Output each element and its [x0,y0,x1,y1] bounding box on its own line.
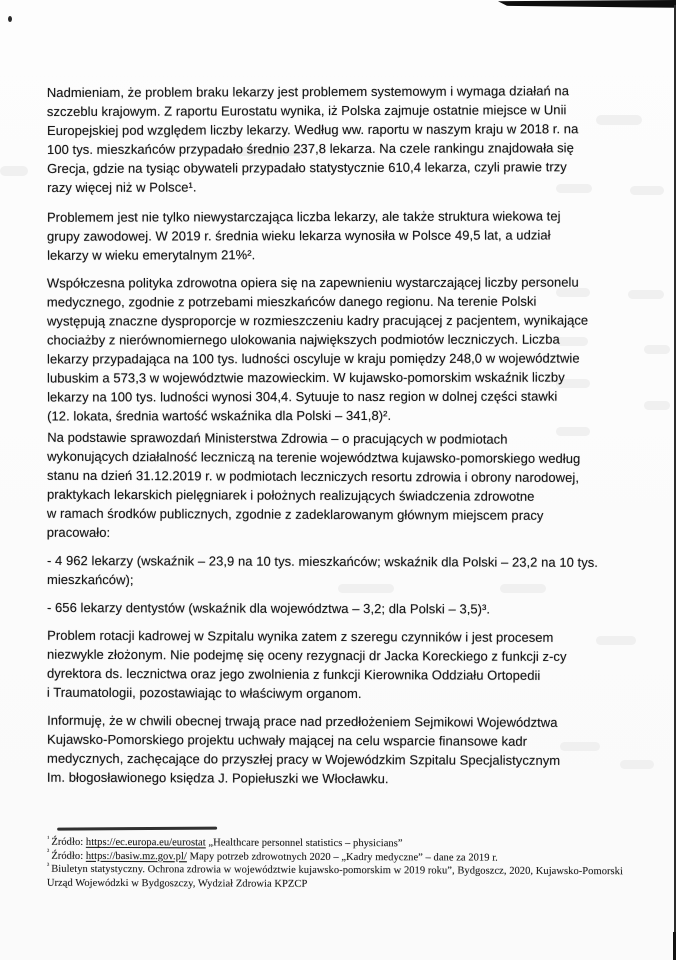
text-line: medycznego, zgodnie z potrzebami mieszkańców danego regionu. Na terenie Polski [46,293,537,310]
footnote-url: https://basiw.mz.gov.pl/ [85,850,187,862]
footnote-marker: ¹ [47,833,50,843]
text-line: - 4 962 lekarzy (wskaźnik – 23,9 na 10 tys. mieszkańców; wskaźnik dla Polski – 23,2 na 10 tys. [47,552,599,570]
footnote [46,860,643,893]
paragraphs-container [47,82,647,788]
text-line: wykonujących działalność leczniczą na terenie województwa kujawsko-pomorskiego według [47,448,581,467]
paragraph [47,206,647,265]
text-line: 100 tys. mieszkańców przypadało średnio 237,8 lekarza. Na czele rankingu znajdowała się [47,140,574,158]
text-line: Informuję, że w chwili obecnej trwają prace nad przedłożeniem Sejmikowi Województwa [47,712,558,730]
scan-artifact-top-edge [498,0,676,10]
text-line: Grecja, gdzie na tysiąc obywateli przypadało statystycznie 610,4 lekarza, czyli prawie trzy [47,159,567,177]
footnote-marker: ² [47,846,50,856]
text-line: Problemem jest nie tylko niewystarczająca liczba lekarzy, ale także struktura wiekowa tej [46,208,561,225]
scan-smudge [644,401,670,410]
paragraph [47,272,647,425]
scan-smudge [0,166,28,176]
text-line: pracowało: [46,524,111,540]
footnote-text: Źródło: [51,850,86,862]
text-line: mieszkańców); [46,571,134,588]
text-line: występują znaczne dysproporcje w rozmieszczeniu kadry pracującej z pacjentem, wynikające [46,312,589,329]
paragraph [47,711,647,790]
scan-smudge [644,345,670,354]
paragraph [47,428,647,545]
text-line: szczeblu krajowym. Z raportu Eurostatu wynika, iż Polska zajmuje ostatnie miejsce w Unii [46,102,567,120]
scan-artifact-dot [8,16,12,22]
text-line: dyrektora ds. lecznictwa oraz jego zwolnienia z funkcji Kierownika Oddziału Ortopedii [46,665,541,683]
text-line: (12. lokata, średnia wartość wskaźnika dla Polski – 341,8)². [47,407,392,424]
text-line: Kujawsko-Pomorskiego projektu uchwały mającej na celu wsparcie finansowe kadr [47,731,528,749]
text-line: medycznych, zachęcające do przyszłej pracy w Wojewódzkim Szpitalu Specjalistycznym [46,750,561,768]
paragraph [47,626,647,705]
footnote-text: „Healthcare personnel statistics – physicians” [205,837,403,850]
text-line: Nadmieniam, że problem braku lekarzy jest problemem systemowym i wymaga działań na [46,83,569,101]
text-line: Współczesna polityka zdrowotna opiera się na zapewnieniu wystarczającej liczby personelu [46,274,579,291]
text-line: lubuskim a 573,3 w województwie mazowieckim. W kujawsko-pomorskim wskaźnik liczby [47,369,565,386]
footnote-marker: ³ [46,860,50,870]
text-line: Problem rotacji kadrowej w Szpitalu wynika zatem z szeregu czynników i jest procesem [47,627,554,645]
paragraph [47,598,647,619]
text-line: - 656 lekarzy dentystów (wskaźnik dla województwa – 3,2; dla Polski – 3,5)³. [46,599,491,617]
paragraph [47,81,647,197]
text-line: niezwykle złożonym. Nie podejmę się oceny rezygnacji dr Jacka Koreckiego z funkcji z-cy [47,646,567,664]
document-body [47,82,647,891]
footnotes [47,827,643,893]
text-line: grupy zawodowej. W 2019 r. średnia wieku lekarza wynosiła w Polsce 49,5 lat, a udział [46,227,551,244]
footnote-text: Biuletyn statystyczny. Ochrona zdrowia w województwie kujawsko-pomorskim w 2019 roku”, Bydgoszcz, 2020, Kujawsko-Pomorski Urząd Wojewódzki w Bydgoszczy, Wydział Zdrowia KPZCP [46,863,623,890]
text-line: praktykach lekarskich pielęgniarek i położnych realizujących świadczenia zdrowotne [46,486,535,504]
text-line: Im. błogosławionego księdza J. Popiełuszki we Włocławku. [46,769,389,787]
text-line: Europejskiej pod względem liczby lekarzy. Według ww. raportu w naszym kraju w 2018 r. na [46,121,579,139]
footnote-text: Źródło: [51,836,86,848]
text-line: Na podstawie sprawozdań Ministerstwa Zdrowia – o pracujących w podmiotach [47,429,508,447]
footnote-url: https://ec.europa.eu/eurostat [85,836,206,849]
paragraph [47,551,647,591]
text-line: stanu na dzień 31.12.2019 r. w podmiotach leczniczych resortu zdrowia i obrony narodowej, [47,467,580,486]
footnote-rule [57,827,217,831]
text-line: lekarzy w wieku emerytalnym 21%². [47,247,256,263]
text-line: i Traumatologii, pozostawiając to właściwym organom. [46,684,362,702]
text-line: lekarzy na 100 tys. ludności wynosi 304,4. Sytuuje to nasz region w dolnej części stawki [47,388,558,405]
text-line: chociażby z nierównomiernego ulokowania największych podmiotów leczniczych. Liczba [46,331,560,348]
footnotes-list [46,833,643,893]
footnote-text: Mapy potrzeb zdrowotnych 2020 – „Kadry medyczne” – dane za 2019 r. [186,850,498,864]
text-line: w ramach środków publicznych, zgodnie z zadeklarowanym głównym miejscem pracy [46,505,544,523]
text-line: lekarzy przypadająca na 100 tys. ludności oscyluje w kraju pomiędzy 248,0 w województwie [47,350,580,367]
text-line: razy więcej niż w Polsce¹. [47,179,197,196]
